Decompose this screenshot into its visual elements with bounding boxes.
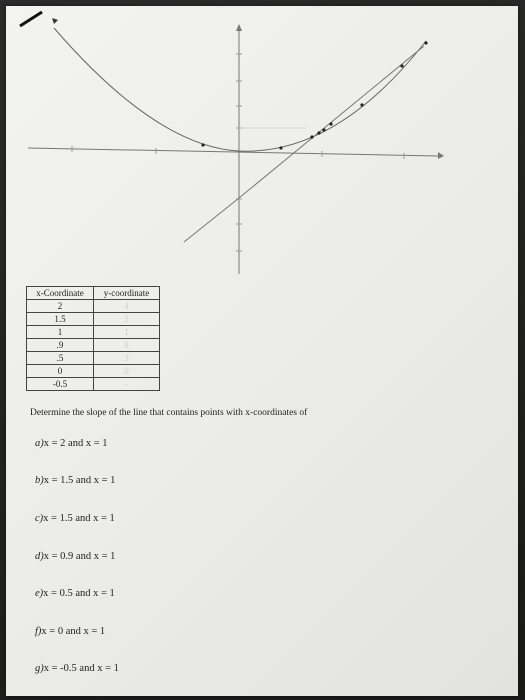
table-row	[27, 313, 160, 326]
y-cell: 3	[94, 352, 160, 365]
question-d	[35, 551, 115, 562]
question-label: a)	[35, 438, 44, 449]
y-coordinate-header: y-coordinate	[94, 287, 160, 300]
y-cell: -	[94, 378, 160, 391]
question-label: f)	[35, 626, 42, 637]
question-a	[35, 438, 108, 449]
x-axis	[28, 148, 438, 156]
table-row	[27, 352, 160, 365]
question-text: x = 1.5 and x = 1	[43, 513, 115, 524]
question-text: x = 0.5 and x = 1	[43, 588, 115, 599]
question-label: c)	[35, 513, 44, 524]
y-cell: 8	[94, 339, 160, 352]
x-cell: .9	[27, 339, 94, 352]
x-cell: 1	[27, 326, 94, 339]
y-cell: 1	[94, 326, 160, 339]
table-row	[27, 339, 160, 352]
table-header-row	[27, 287, 160, 300]
table-row	[27, 378, 160, 391]
question-text: x = 2 and x = 1	[43, 438, 108, 449]
question-text: x = 0 and x = 1	[41, 626, 106, 637]
table-row	[27, 365, 160, 378]
question-label: g)	[35, 663, 44, 674]
parabola-graph	[6, 6, 518, 276]
plotted-points	[201, 41, 427, 149]
pen-mark	[20, 12, 42, 26]
x-cell: 1.5	[27, 313, 94, 326]
y-cell: 2	[94, 313, 160, 326]
table-row	[27, 300, 160, 313]
y-axis-arrow	[236, 24, 242, 31]
secant-line-upper	[239, 46, 424, 198]
x-cell: -0.5	[27, 378, 94, 391]
x-coordinate-header: x-Coordinate	[27, 287, 94, 300]
x-cell: .5	[27, 352, 94, 365]
question-label: e)	[35, 588, 44, 599]
instruction-text: Determine the slope of the line that contains points with x-coordinates of	[30, 408, 308, 418]
x-axis-arrow	[438, 152, 444, 159]
coordinate-table	[26, 286, 160, 391]
question-g	[35, 663, 119, 674]
arrow-head-mark	[52, 18, 58, 24]
question-label: b)	[35, 475, 44, 486]
x-cell: 2	[27, 300, 94, 313]
question-text: x = 0.9 and x = 1	[43, 551, 116, 562]
question-c	[35, 513, 115, 524]
secant-line-lower	[184, 198, 239, 242]
question-b	[35, 475, 115, 486]
question-text: x = 1.5 and x = 1	[43, 475, 116, 486]
y-cell: 4	[94, 300, 160, 313]
question-e	[35, 588, 115, 599]
x-cell: 0	[27, 365, 94, 378]
y-cell: 0	[94, 365, 160, 378]
question-f	[35, 626, 105, 637]
worksheet-page	[6, 6, 518, 696]
table-row	[27, 326, 160, 339]
question-label: d)	[35, 551, 44, 562]
question-text: x = -0.5 and x = 1	[43, 663, 119, 674]
